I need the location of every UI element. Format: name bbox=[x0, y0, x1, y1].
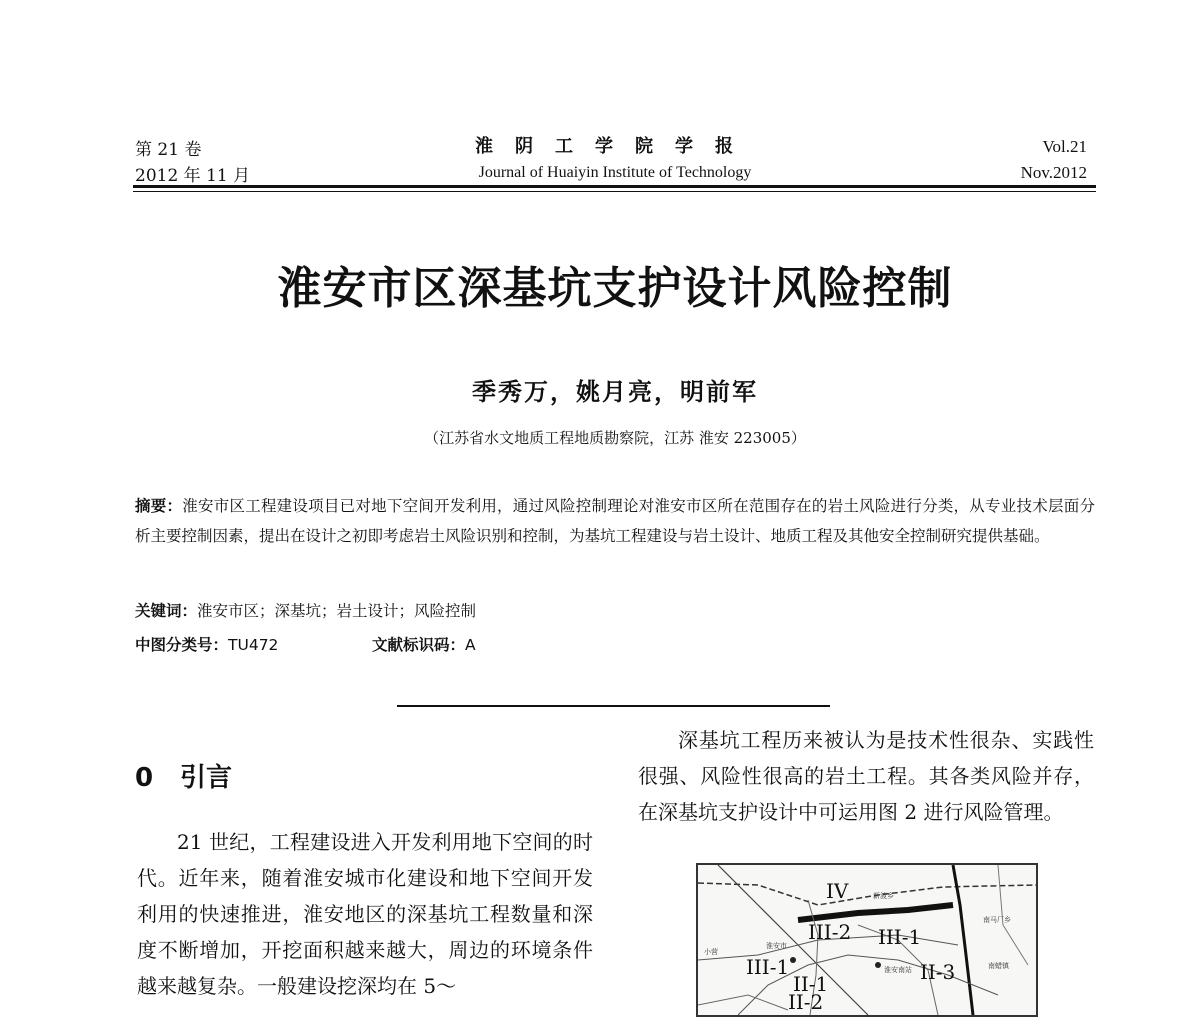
doc-code-value: A bbox=[465, 636, 476, 654]
section-title: 引言 bbox=[180, 763, 233, 793]
authors: 季秀万，姚月亮，明前军 bbox=[472, 377, 758, 406]
volume-cn: 第 21 卷 bbox=[135, 140, 202, 160]
section-number: 0 bbox=[135, 763, 154, 793]
place-label: 南蜡镇 bbox=[988, 962, 1009, 970]
place-label: 小营 bbox=[704, 948, 718, 956]
clc-label: 中图分类号： bbox=[135, 636, 229, 654]
zone-label: III-1 bbox=[878, 925, 922, 949]
date-cn: 2012 年 11 月 bbox=[135, 166, 251, 186]
zone-label: III-1 bbox=[746, 955, 790, 979]
keywords-label: 关键词： bbox=[135, 602, 198, 620]
zone-label: III-2 bbox=[808, 920, 852, 944]
affiliation: （江苏省水文地质工程地质勘察院，江苏 淮安 223005） bbox=[424, 429, 806, 447]
zone-label: II-1 bbox=[793, 972, 829, 996]
right-column bbox=[638, 722, 1094, 830]
doc-code-label: 文献标识码： bbox=[372, 636, 466, 654]
header-rule-thick bbox=[133, 185, 1096, 188]
abstract bbox=[135, 491, 1095, 551]
volume-en: Vol.21 bbox=[1042, 137, 1087, 156]
paper-title: 淮安市区深基坑支护设计风险控制 bbox=[277, 263, 953, 314]
section-divider bbox=[397, 705, 830, 707]
abstract-text: 淮安市区工程建设项目已对地下空间开发利用，通过风险控制理论对淮安市区所在范围存在的岩土风险进行分类，从专业技术层面分析主要控制因素，提出在设计之初即考虑岩土风险识别和控制，为基坑工程建设与岩土设计、地质工程及其他安全控制研究提供基础。 bbox=[135, 497, 1095, 545]
abstract-label: 摘要： bbox=[135, 497, 183, 515]
zone-label: II-3 bbox=[920, 960, 956, 984]
keywords bbox=[135, 594, 476, 628]
section-heading bbox=[135, 757, 232, 794]
place-label: 淮安市 bbox=[766, 942, 787, 950]
date-en: Nov.2012 bbox=[1020, 163, 1087, 182]
metadata bbox=[135, 594, 476, 662]
left-column bbox=[137, 824, 593, 1004]
left-paragraph: 21 世纪，工程建设进入开发利用地下空间的时代。近年来，随着淮安城市化建设和地下空间开发利用的快速推进，淮安地区的深基坑工程数量和深度不断增加，开挖面积越来越大，周边的环境条件越来越复杂。一般建设挖深均在 5～ bbox=[137, 830, 593, 998]
zone-label: II-2 bbox=[788, 990, 824, 1014]
place-label: 新渡乡 bbox=[873, 892, 894, 900]
clc-value: TU472 bbox=[228, 636, 279, 654]
journal-name-cn: 淮阴工学院学报 bbox=[475, 136, 755, 157]
map-lines bbox=[698, 865, 1036, 1015]
keywords-text: 淮安市区；深基坑；岩土设计；风险控制 bbox=[197, 602, 477, 620]
place-label: 南马厂乡 bbox=[983, 916, 1011, 924]
zone-label: IV bbox=[826, 879, 849, 903]
figure-zoning-map bbox=[696, 863, 1038, 1017]
header-rule-thin bbox=[133, 191, 1096, 192]
header-volume-date-en bbox=[1021, 134, 1087, 186]
right-paragraph: 深基坑工程历来被认为是技术性很杂、实践性很强、风险性很高的岩土工程。其各类风险并存，在深基坑支护设计中可运用图 2 进行风险管理。 bbox=[638, 728, 1094, 824]
place-label: 淮安南站 bbox=[884, 966, 912, 974]
journal-name-en: Journal of Huaiyin Institute of Technology bbox=[478, 164, 752, 181]
classification bbox=[135, 628, 476, 662]
